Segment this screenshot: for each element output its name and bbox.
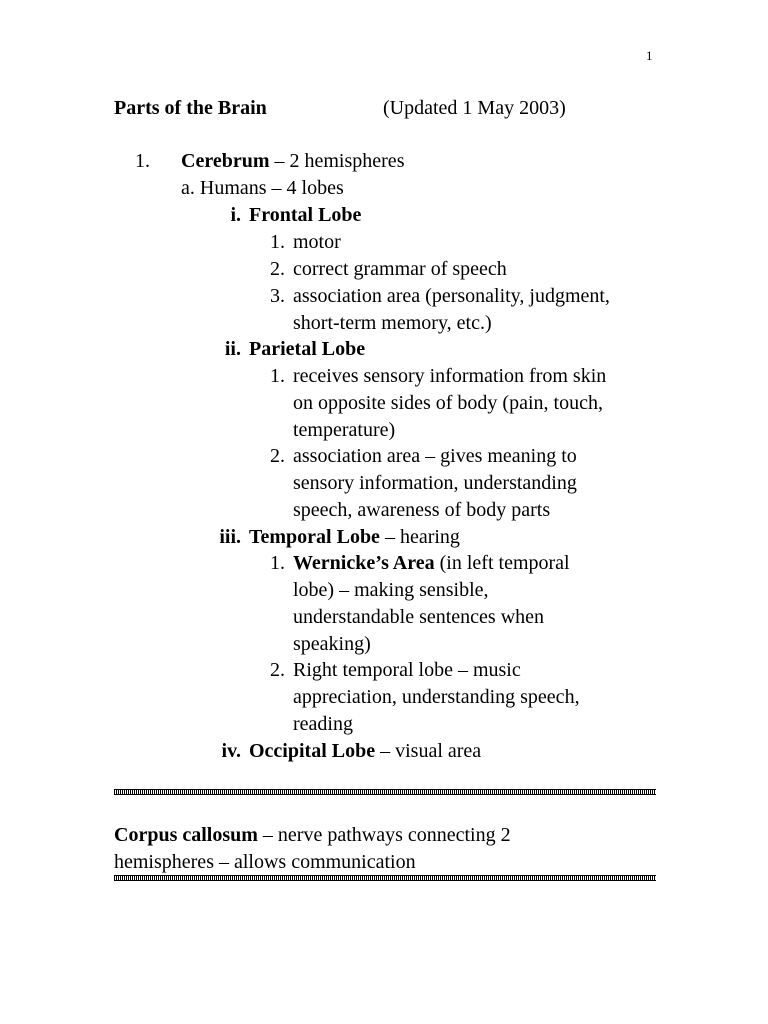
- corpus-callosum-line-2: hemispheres – allows communication: [114, 851, 416, 873]
- frontal-item-1: motor: [293, 231, 341, 253]
- frontal-item-3-line-1: association area (personality, judgment,: [293, 285, 610, 307]
- temporal-item-2-line-2: appreciation, understanding speech,: [293, 686, 580, 708]
- parietal-item-2-line-3: speech, awareness of body parts: [293, 499, 551, 521]
- parietal-item-1-line-3: temperature): [293, 419, 396, 441]
- temporal-item-2-line-1: Right temporal lobe – music: [293, 659, 521, 681]
- frontal-item-3-num: 3.: [270, 285, 285, 307]
- temporal-item-1-line-3: understandable sentences when: [293, 606, 545, 628]
- temporal-item-2-num: 2.: [270, 659, 285, 681]
- temporal-desc: – hearing: [379, 526, 460, 548]
- frontal-heading: Frontal Lobe: [249, 204, 362, 226]
- frontal-item-1-num: 1.: [270, 231, 285, 253]
- humans-lobes-line: a. Humans – 4 lobes: [181, 177, 344, 199]
- cerebrum-line: [181, 148, 404, 174]
- frontal-marker: i.: [230, 204, 241, 226]
- occipital-marker: iv.: [221, 740, 241, 762]
- updated-date: (Updated 1 May 2003): [383, 97, 566, 119]
- section-divider: [114, 875, 656, 881]
- temporal-marker: iii.: [219, 526, 241, 548]
- temporal-item-2-line-3: reading: [293, 713, 353, 735]
- occipital-heading: [249, 738, 481, 764]
- parietal-item-1-line-1: receives sensory information from skin: [293, 365, 607, 387]
- wernicke-term: Wernicke’s Area: [293, 552, 435, 574]
- corpus-callosum-term: Corpus callosum: [114, 824, 258, 846]
- parietal-marker: ii.: [224, 338, 241, 360]
- temporal-heading: [249, 524, 460, 550]
- cerebrum-desc: – 2 hemispheres: [269, 150, 405, 172]
- frontal-item-2-num: 2.: [270, 258, 285, 280]
- cerebrum-term: Cerebrum: [181, 150, 270, 172]
- parietal-item-1-line-2: on opposite sides of body (pain, touch,: [293, 392, 603, 414]
- page-number: 1: [646, 48, 653, 63]
- document-title: [114, 95, 267, 121]
- title-text: Parts of the Brain: [114, 97, 267, 119]
- parietal-item-2-line-1: association area – gives meaning to: [293, 445, 577, 467]
- occipital-term: Occipital Lobe: [249, 740, 376, 762]
- parietal-item-1-num: 1.: [270, 365, 285, 387]
- temporal-item-1-line-4: speaking): [293, 633, 371, 655]
- temporal-item-1-num: 1.: [270, 552, 285, 574]
- section-divider: [114, 789, 656, 795]
- temporal-item-1-line-2: lobe) – making sensible,: [293, 579, 489, 601]
- frontal-item-2: correct grammar of speech: [293, 258, 507, 280]
- cerebrum-number: 1.: [135, 150, 150, 172]
- parietal-heading: Parietal Lobe: [249, 338, 366, 360]
- temporal-term: Temporal Lobe: [249, 526, 380, 548]
- occipital-desc: – visual area: [375, 740, 482, 762]
- temporal-item-1-line-1: Wernicke’s Area (in left temporal: [293, 552, 570, 574]
- parietal-item-2-line-2: sensory information, understanding: [293, 472, 577, 494]
- parietal-item-2-num: 2.: [270, 445, 285, 467]
- corpus-callosum-line-1: Corpus callosum – nerve pathways connecting 2: [114, 824, 511, 846]
- frontal-item-3-line-2: short-term memory, etc.): [293, 312, 492, 334]
